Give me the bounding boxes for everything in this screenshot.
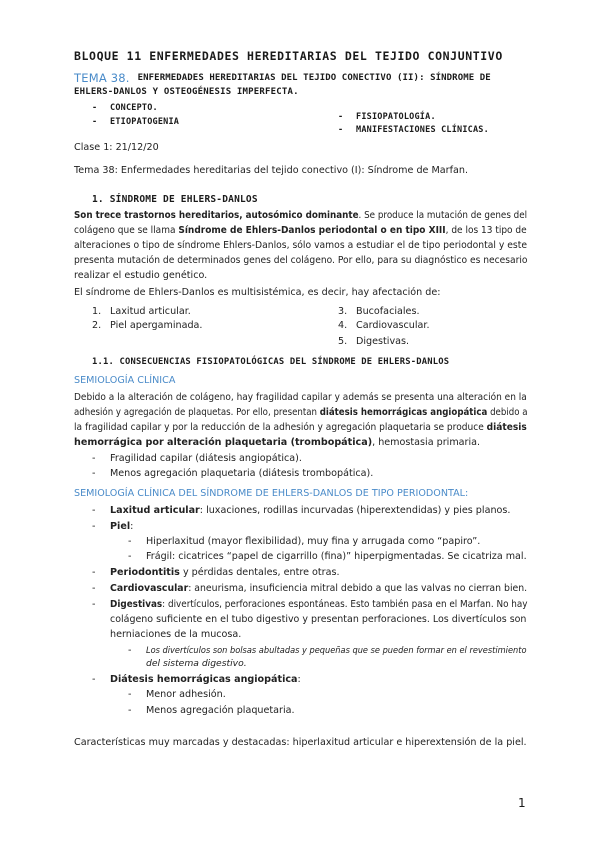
- topic-title-line1: ENFERMEDADES HEREDITARIAS DEL TEJIDO CONECTIVO (II): SÍNDROME DE: [137, 73, 491, 83]
- bullet-dash: -: [92, 567, 96, 578]
- perio-text: y pérdidas dentales, entre otras.: [179, 567, 340, 578]
- bullet-dash: -: [128, 645, 132, 656]
- diat-label: Diátesis hemorrágicas angiopática: [110, 674, 298, 685]
- list-num-4: 4.: [338, 320, 348, 331]
- topic-title-line2: EHLERS-DANLOS Y OSTEOGÉNESIS IMPERFECTA.: [74, 87, 299, 97]
- bullet-dash: -: [92, 583, 96, 594]
- s1-paragraph-line1: [74, 210, 528, 222]
- section1-heading: 1. SÍNDROME DE EHLERS-DANLOS: [92, 194, 258, 205]
- s1-paragraph-line5: realizar el estudio genético.: [74, 270, 208, 281]
- s1-p2-a: colágeno que se llama: [74, 225, 179, 236]
- subheading-semiologia: SEMIOLOGÍA CLÍNICA: [74, 375, 176, 386]
- bullet-dash: -: [92, 453, 96, 464]
- dig-note-line1: Los divertículos son bolsas abultadas y pequeñas que se pueden formar en el revestimiento: [146, 645, 527, 656]
- s11-line4: [74, 437, 480, 449]
- subheading-periodontal: SEMIOLOGÍA CLÍNICA DEL SÍNDROME DE EHLERS-DANLOS DE TIPO PERIODONTAL:: [74, 488, 469, 499]
- dig-line1: : divertículos, perforaciones espontáneas. Esto también pasa en el Marfan. No hay: [162, 599, 528, 610]
- bullet-dash: -: [128, 705, 132, 716]
- bullet-dash: -: [128, 551, 132, 562]
- dig-line3: herniaciones de la mucosa.: [110, 629, 242, 640]
- list-item-2: Piel apergaminada.: [110, 320, 203, 331]
- diat-sub-1: Menor adhesión.: [146, 689, 226, 700]
- index-dash-1: -: [92, 103, 98, 113]
- cardio-label: Cardiovascular: [110, 583, 189, 594]
- s1-p1-rest: . Se produce la mutación de genes del: [358, 210, 528, 221]
- s1-paragraph-line4: presenta mutación de determinados genes del colágeno. Por ello, para su diagnóstico es necesario: [74, 255, 528, 266]
- previous-topic: Tema 38: Enfermedades hereditarias del tejido conectivo (I): Síndrome de Marfan.: [74, 165, 468, 176]
- s11-line1: Debido a la alteración de colágeno, hay fragilidad capilar y además se presenta una alteración en la: [74, 392, 527, 403]
- piel-colon: :: [130, 521, 134, 532]
- list-num-2: 2.: [92, 320, 102, 331]
- list-item-4: Cardiovascular.: [356, 320, 430, 331]
- index-item-fisiopatologia: FISIOPATOLOGÍA.: [356, 112, 436, 122]
- list-item-5: Digestivas.: [356, 336, 410, 347]
- index-item-manifestaciones: MANIFESTACIONES CLÍNICAS.: [356, 125, 489, 135]
- index-item-etiopatogenia: ETIOPATOGENIA: [110, 117, 180, 127]
- list-item-3: Bucofaciales.: [356, 306, 420, 317]
- s11-bullet-2: Menos agregación plaquetaria (diátesis trombopática).: [110, 468, 374, 479]
- s1-p1-bold: Son trece trastornos hereditarios, autosómico dominante: [74, 210, 359, 221]
- bullet-dash: -: [92, 521, 96, 532]
- piel-sub-1: Hiperlaxitud (mayor flexibilidad), muy fina y arrugada como “papiro”.: [146, 536, 481, 547]
- laxitud-text: : luxaciones, rodillas incurvadas (hiperextendidas) y pies planos.: [199, 505, 511, 516]
- s11-l4-b: , hemostasia primaria.: [372, 437, 481, 448]
- s1-p2-bold: Síndrome de Ehlers-Danlos periodontal o en tipo XIII: [178, 225, 446, 236]
- bullet-dash: -: [92, 599, 96, 610]
- dig-label: Digestivas: [110, 599, 163, 610]
- s11-l2-b: debido a: [487, 407, 528, 418]
- s11-l3-a: la fragilidad capilar y por la reducción de la adhesión y agregación plaquetaria se produce: [74, 422, 487, 433]
- list-num-5: 5.: [338, 336, 348, 347]
- bullet-dash: -: [92, 468, 96, 479]
- s1-paragraph-line2: [74, 225, 527, 237]
- closing-line: Características muy marcadas y destacadas: hiperlaxitud articular e hiperextensión de la piel.: [74, 737, 527, 748]
- s11-line3: [74, 422, 527, 434]
- s1-paragraph2: El síndrome de Ehlers-Danlos es multisistémica, es decir, hay afectación de:: [74, 287, 441, 298]
- bullet-dash: -: [128, 689, 132, 700]
- list-num-1: 1.: [92, 306, 102, 317]
- block-title: BLOQUE 11 ENFERMEDADES HEREDITARIAS DEL TEJIDO CONJUNTIVO: [74, 49, 503, 63]
- perio-label: Periodontitis: [110, 567, 180, 578]
- list-num-3: 3.: [338, 306, 348, 317]
- bullet-dash: -: [128, 536, 132, 547]
- index-dash-2: -: [92, 117, 98, 127]
- class-date: Clase 1: 21/12/20: [74, 142, 159, 153]
- item-diatesis: [110, 674, 301, 686]
- s11-bullet-1: Fragilidad capilar (diátesis angiopática).: [110, 453, 302, 464]
- s11-l2-bold: diátesis hemorrágicas angiopática: [319, 407, 488, 418]
- item-piel: [110, 521, 133, 533]
- s1-paragraph-line3: alteraciones o tipo de síndrome Ehlers-Danlos, sólo vamos a estudiar el de tipo periodontal y este: [74, 240, 528, 251]
- item-cardiovascular: [110, 583, 527, 595]
- page-number: 1: [518, 796, 526, 810]
- s11-l2-a: adhesión y agregación de plaquetas. Por ello, presentan: [74, 407, 320, 418]
- s1-p2-b: , de los 13 tipo de: [445, 225, 527, 236]
- piel-sub-2: Frágil: cicatrices “papel de cigarrillo (fina)” hiperpigmentadas. Se cicatriza mal.: [146, 551, 527, 562]
- index-item-concepto: CONCEPTO.: [110, 103, 158, 113]
- diat-sub-2: Menos agregación plaquetaria.: [146, 705, 295, 716]
- item-laxitud: [110, 505, 510, 517]
- list-item-1: Laxitud articular.: [110, 306, 191, 317]
- item-periodontitis: [110, 567, 340, 579]
- laxitud-label: Laxitud articular: [110, 505, 200, 516]
- index-dash-3: -: [338, 112, 344, 122]
- diat-colon: :: [297, 674, 301, 685]
- bullet-dash: -: [92, 674, 96, 685]
- s11-l4-bold: hemorrágica por alteración plaquetaria (trombopática): [74, 437, 373, 448]
- piel-label: Piel: [110, 521, 131, 532]
- section11-heading: 1.1. CONSECUENCIAS FISIOPATOLÓGICAS DEL SÍNDROME DE EHLERS-DANLOS: [92, 357, 450, 367]
- s11-line2: [74, 407, 528, 419]
- cardio-text: : aneurisma, insuficiencia mitral debido a que las valvas no cierran bien.: [188, 583, 528, 594]
- index-dash-4: -: [338, 125, 344, 135]
- item-digestivas: [110, 599, 528, 611]
- dig-note-line2: del sistema digestivo.: [146, 658, 247, 669]
- topic-heading-line1: [74, 72, 527, 84]
- dig-line2: colágeno suficiente en el tubo digestivo y presentan perforaciones. Los divertículos son: [110, 614, 527, 625]
- bullet-dash: -: [92, 505, 96, 516]
- topic-label: TEMA 38.: [74, 71, 130, 85]
- s11-l3-bold: diátesis: [486, 422, 527, 433]
